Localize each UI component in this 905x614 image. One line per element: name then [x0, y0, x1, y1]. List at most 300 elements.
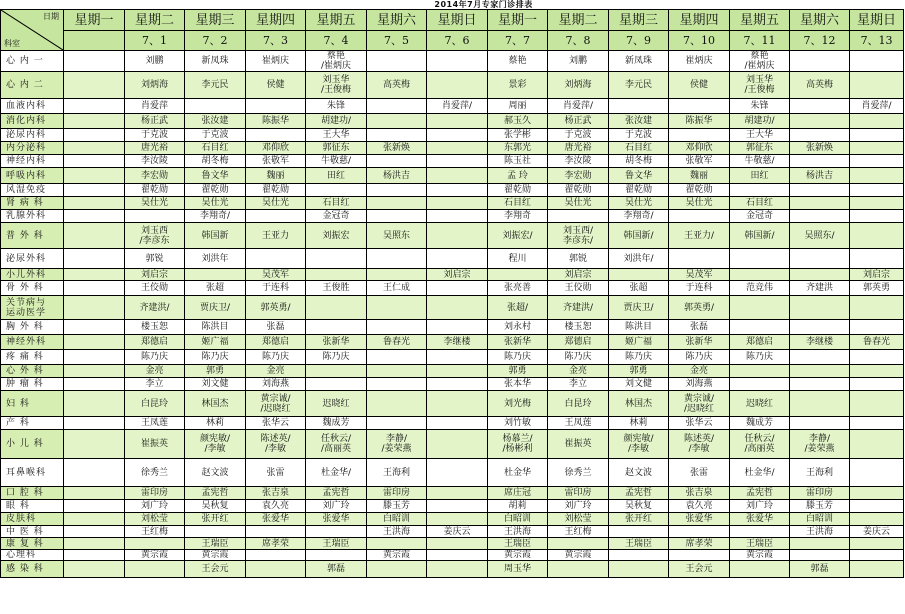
- doctor-cell: 王红梅: [125, 526, 185, 538]
- doctor-cell: 李翔奇/: [609, 210, 669, 223]
- department-name: 骨 外 科: [1, 281, 64, 296]
- doctor-cell: 王佼勋: [125, 281, 185, 296]
- doctor-cell: 贾庆卫/: [609, 296, 669, 320]
- doctor-cell: 郭锐: [548, 249, 609, 269]
- department-row: [1, 538, 904, 550]
- doctor-cell: 滕玉芳: [367, 500, 427, 513]
- department-row: [1, 513, 904, 526]
- doctor-cell: [790, 538, 850, 550]
- department-name: 胸 外 科: [1, 320, 64, 335]
- doctor-cell: 翟乾勋: [488, 184, 548, 197]
- doctor-cell: [367, 114, 427, 129]
- date-header: 7、6: [427, 31, 488, 51]
- doctor-cell: 齐建洪/: [125, 296, 185, 320]
- department-name: 感 染 科: [1, 561, 64, 578]
- doctor-cell: 张新华: [306, 335, 367, 350]
- doctor-cell: [64, 269, 125, 281]
- doctor-cell: [790, 320, 850, 335]
- doctor-cell: [64, 223, 125, 249]
- doctor-cell: [730, 561, 790, 578]
- department-row: [1, 184, 904, 197]
- doctor-cell: 杜金华/: [730, 459, 790, 487]
- doctor-cell: 黄宗霞: [125, 550, 185, 561]
- doctor-cell: [367, 51, 427, 72]
- doctor-cell: 王凤莲: [548, 417, 609, 430]
- doctor-cell: 林莉: [609, 417, 669, 430]
- doctor-cell: [64, 430, 125, 459]
- doctor-cell: 金亮: [548, 365, 609, 378]
- doctor-cell: 刘启宗: [850, 269, 904, 281]
- doctor-cell: [64, 210, 125, 223]
- doctor-cell: 于克波: [548, 129, 609, 142]
- doctor-cell: 刘振宏: [306, 223, 367, 249]
- doctor-cell: 张爱华: [730, 513, 790, 526]
- doctor-cell: [246, 550, 306, 561]
- doctor-cell: 姬广福: [609, 335, 669, 350]
- doctor-cell: [64, 487, 125, 500]
- doctor-cell: 黄宗霞: [488, 550, 548, 561]
- doctor-cell: 崔振英: [548, 430, 609, 459]
- doctor-cell: [488, 269, 548, 281]
- doctor-cell: 张爱华: [306, 513, 367, 526]
- doctor-cell: 刘松莹: [548, 513, 609, 526]
- date-header: 7、2: [185, 31, 246, 51]
- doctor-cell: 林莉: [185, 417, 246, 430]
- doctor-cell: [64, 320, 125, 335]
- doctor-cell: [64, 459, 125, 487]
- doctor-cell: [790, 391, 850, 417]
- doctor-cell: 张磊: [246, 320, 306, 335]
- doctor-cell: 蔡艳: [488, 51, 548, 72]
- doctor-cell: 王仁成: [367, 281, 427, 296]
- doctor-cell: 侯健: [669, 72, 730, 99]
- doctor-cell: [427, 391, 488, 417]
- title-blank-left: [1, 0, 64, 10]
- doctor-cell: [246, 561, 306, 578]
- weekday-header: 星期日: [850, 10, 904, 31]
- department-name: 乳腺外科: [1, 210, 64, 223]
- doctor-cell: [850, 114, 904, 129]
- date-header: 7、4: [306, 31, 367, 51]
- doctor-cell: 孟宪哲: [609, 487, 669, 500]
- doctor-cell: [427, 417, 488, 430]
- doctor-cell: [850, 430, 904, 459]
- department-row: [1, 249, 904, 269]
- date-header: 7、8: [548, 31, 609, 51]
- doctor-cell: 张本华: [488, 378, 548, 391]
- department-row: [1, 365, 904, 378]
- doctor-cell: [185, 99, 246, 114]
- date-header: 7、3: [246, 31, 306, 51]
- doctor-cell: 韩国新/: [609, 223, 669, 249]
- doctor-cell: [850, 72, 904, 99]
- doctor-cell: [427, 72, 488, 99]
- doctor-cell: 郭征东: [730, 142, 790, 155]
- doctor-cell: 白昆玲: [548, 391, 609, 417]
- doctor-cell: 贾庆卫/: [185, 296, 246, 320]
- doctor-cell: 东郭光: [488, 142, 548, 155]
- doctor-cell: [367, 184, 427, 197]
- doctor-cell: 李静/ /姜荣燕: [790, 430, 850, 459]
- doctor-cell: 朱锋: [306, 99, 367, 114]
- doctor-cell: [609, 269, 669, 281]
- doctor-cell: 张华云: [246, 417, 306, 430]
- doctor-cell: [609, 526, 669, 538]
- doctor-cell: [367, 365, 427, 378]
- doctor-cell: [850, 487, 904, 500]
- doctor-cell: 雷印房: [367, 487, 427, 500]
- doctor-cell: 刘光梅: [488, 391, 548, 417]
- doctor-cell: 于克波: [125, 129, 185, 142]
- doctor-cell: 张爱华: [246, 513, 306, 526]
- doctor-cell: [790, 350, 850, 365]
- doctor-cell: 黄宗霞: [185, 550, 246, 561]
- department-name: 神经外科: [1, 335, 64, 350]
- doctor-cell: [548, 561, 609, 578]
- doctor-cell: 刘玉华 /王俊梅: [306, 72, 367, 99]
- doctor-cell: [64, 296, 125, 320]
- doctor-cell: 郭英勇/: [669, 296, 730, 320]
- doctor-cell: [427, 320, 488, 335]
- department-row: [1, 526, 904, 538]
- doctor-cell: [850, 320, 904, 335]
- doctor-cell: [427, 114, 488, 129]
- doctor-cell: 黄宗霞: [730, 550, 790, 561]
- doctor-cell: [790, 184, 850, 197]
- doctor-cell: 张超: [185, 281, 246, 296]
- doctor-cell: 高英梅: [367, 72, 427, 99]
- department-name: 康 复 科: [1, 538, 64, 550]
- doctor-cell: 范竞伟: [730, 281, 790, 296]
- doctor-cell: [850, 51, 904, 72]
- doctor-cell: 刘启宗: [427, 269, 488, 281]
- doctor-cell: 陈洪目: [609, 320, 669, 335]
- department-row: [1, 296, 904, 320]
- doctor-cell: 陈述英/ /李敏: [246, 430, 306, 459]
- doctor-cell: 吴仕光: [609, 197, 669, 210]
- doctor-cell: 郭征东: [306, 142, 367, 155]
- doctor-cell: [306, 526, 367, 538]
- doctor-cell: 杨正武: [548, 114, 609, 129]
- doctor-cell: 刘玉西 /李彦东: [125, 223, 185, 249]
- doctor-cell: 黄宗霞: [548, 550, 609, 561]
- date-header: 7、7: [488, 31, 548, 51]
- doctor-cell: [64, 129, 125, 142]
- department-row: [1, 391, 904, 417]
- department-name: 内分泌科: [1, 142, 64, 155]
- doctor-cell: 陈乃庆: [669, 350, 730, 365]
- doctor-cell: [730, 249, 790, 269]
- doctor-cell: 徐秀兰: [125, 459, 185, 487]
- doctor-cell: [64, 350, 125, 365]
- doctor-cell: 翟乾勋: [548, 184, 609, 197]
- doctor-cell: 蔡艳 /崔炳庆: [730, 51, 790, 72]
- doctor-cell: 牛敬慈/: [306, 155, 367, 168]
- doctor-cell: 王瑞臣: [609, 538, 669, 550]
- doctor-cell: 肖爱萍/: [850, 99, 904, 114]
- weekday-header: 星期六: [790, 10, 850, 31]
- doctor-cell: 翟乾勋: [609, 184, 669, 197]
- doctor-cell: 郭勇: [488, 365, 548, 378]
- doctor-cell: [790, 129, 850, 142]
- doctor-cell: 邓仰欣: [246, 142, 306, 155]
- doctor-cell: [64, 99, 125, 114]
- doctor-cell: [427, 365, 488, 378]
- doctor-cell: 张雷: [246, 459, 306, 487]
- doctor-cell: 魏丽: [246, 168, 306, 184]
- doctor-cell: [790, 378, 850, 391]
- doctor-cell: 李立: [125, 378, 185, 391]
- doctor-cell: 席庄冠: [488, 487, 548, 500]
- department-row: [1, 417, 904, 430]
- doctor-cell: [730, 378, 790, 391]
- department-row: [1, 320, 904, 335]
- doctor-cell: [850, 155, 904, 168]
- doctor-cell: [64, 72, 125, 99]
- doctor-cell: 李翔奇: [488, 210, 548, 223]
- department-name: 心理科: [1, 550, 64, 561]
- doctor-cell: 姜庆云: [427, 526, 488, 538]
- doctor-cell: 李元民: [609, 72, 669, 99]
- doctor-cell: 雷印房: [790, 487, 850, 500]
- doctor-cell: 刘永村: [488, 320, 548, 335]
- doctor-cell: 张新华: [669, 335, 730, 350]
- doctor-cell: 赵文波: [185, 459, 246, 487]
- doctor-cell: [185, 526, 246, 538]
- doctor-cell: 王洪海: [488, 526, 548, 538]
- doctor-cell: 张开红: [185, 513, 246, 526]
- doctor-cell: [850, 365, 904, 378]
- doctor-cell: 刘启宗: [125, 269, 185, 281]
- doctor-cell: [64, 550, 125, 561]
- doctor-cell: 雷印房: [548, 487, 609, 500]
- department-name: 疼 痛 科: [1, 350, 64, 365]
- doctor-cell: 景彩: [488, 72, 548, 99]
- doctor-cell: [730, 184, 790, 197]
- date-header: 7、5: [367, 31, 427, 51]
- doctor-cell: 袁久亮: [669, 500, 730, 513]
- doctor-cell: 陈乃庆: [185, 350, 246, 365]
- department-row: [1, 129, 904, 142]
- doctor-cell: [427, 184, 488, 197]
- doctor-cell: 吴茂军: [669, 269, 730, 281]
- doctor-cell: [64, 378, 125, 391]
- doctor-cell: [367, 210, 427, 223]
- doctor-cell: 刘炳海: [125, 72, 185, 99]
- weekday-header: 星期五: [730, 10, 790, 31]
- department-name: 泌尿内科: [1, 129, 64, 142]
- doctor-cell: [367, 391, 427, 417]
- doctor-cell: 侯健: [246, 72, 306, 99]
- doctor-cell: 杨洪吉: [790, 168, 850, 184]
- doctor-cell: 于连科: [246, 281, 306, 296]
- doctor-cell: [367, 378, 427, 391]
- date-header: 7、10: [669, 31, 730, 51]
- doctor-cell: 蔡艳 /崔炳庆: [306, 51, 367, 72]
- doctor-cell: 李继楼: [790, 335, 850, 350]
- doctor-cell: 刘文健: [609, 378, 669, 391]
- doctor-cell: 王亚力: [246, 223, 306, 249]
- doctor-cell: 刘洪年/: [609, 249, 669, 269]
- doctor-cell: 迟晓红: [306, 391, 367, 417]
- doctor-cell: [427, 223, 488, 249]
- doctor-cell: [548, 538, 609, 550]
- doctor-cell: 郑德启: [548, 335, 609, 350]
- doctor-cell: 翟乾勋: [246, 184, 306, 197]
- doctor-cell: [427, 129, 488, 142]
- doctor-cell: [246, 129, 306, 142]
- doctor-cell: [850, 459, 904, 487]
- department-name: 泌尿外科: [1, 249, 64, 269]
- doctor-cell: 李汝陵: [548, 155, 609, 168]
- department-row: [1, 459, 904, 487]
- doctor-cell: 王海利: [367, 459, 427, 487]
- doctor-cell: 李汝陵: [125, 155, 185, 168]
- doctor-cell: 吴仕光: [246, 197, 306, 210]
- doctor-cell: 肖爱萍/: [427, 99, 488, 114]
- doctor-cell: 郭英勇: [850, 281, 904, 296]
- doctor-cell: [850, 142, 904, 155]
- department-row: [1, 550, 904, 561]
- doctor-cell: [125, 561, 185, 578]
- doctor-cell: 陈乃庆: [125, 350, 185, 365]
- doctor-cell: 林国杰: [185, 391, 246, 417]
- doctor-cell: [427, 210, 488, 223]
- doctor-cell: 袁久亮: [246, 500, 306, 513]
- doctor-cell: 郭磊: [306, 561, 367, 578]
- doctor-cell: 王俊胜: [306, 281, 367, 296]
- doctor-cell: [427, 487, 488, 500]
- doctor-cell: 张雷: [669, 459, 730, 487]
- doctor-cell: 楼玉恕: [125, 320, 185, 335]
- doctor-cell: 王海利: [790, 459, 850, 487]
- doctor-cell: 王大华: [730, 129, 790, 142]
- doctor-cell: [64, 155, 125, 168]
- date-header: 7、13: [850, 31, 904, 51]
- doctor-cell: 张新华: [488, 335, 548, 350]
- doctor-cell: [367, 249, 427, 269]
- doctor-cell: 崔振英: [125, 430, 185, 459]
- doctor-cell: 张敬军: [669, 155, 730, 168]
- doctor-cell: 肖爱萍: [125, 99, 185, 114]
- doctor-cell: 吴秋复: [609, 500, 669, 513]
- department-row: [1, 561, 904, 578]
- doctor-cell: 张爱华: [669, 513, 730, 526]
- doctor-cell: 刘广玲: [125, 500, 185, 513]
- doctor-cell: 吴照东/: [790, 223, 850, 249]
- weekday-header: 星期一: [64, 10, 125, 31]
- doctor-cell: 吴茂军: [246, 269, 306, 281]
- doctor-cell: [427, 459, 488, 487]
- doctor-cell: [306, 320, 367, 335]
- doctor-cell: [850, 249, 904, 269]
- doctor-cell: [64, 417, 125, 430]
- department-name: 中 医 科: [1, 526, 64, 538]
- doctor-cell: 石目红: [488, 197, 548, 210]
- department-row: [1, 430, 904, 459]
- doctor-cell: [64, 281, 125, 296]
- doctor-cell: [427, 281, 488, 296]
- doctor-cell: 刘广玲: [306, 500, 367, 513]
- doctor-cell: 刘鹏: [548, 51, 609, 72]
- doctor-cell: [64, 142, 125, 155]
- doctor-cell: 吴仕光: [669, 197, 730, 210]
- weekday-header: 星期二: [548, 10, 609, 31]
- doctor-cell: [850, 184, 904, 197]
- doctor-cell: 田红: [306, 168, 367, 184]
- doctor-cell: [427, 538, 488, 550]
- corner-dept-label: 科室: [4, 39, 20, 48]
- doctor-cell: 张新焕: [367, 142, 427, 155]
- doctor-cell: [790, 365, 850, 378]
- doctor-cell: [367, 269, 427, 281]
- doctor-cell: 田红: [730, 168, 790, 184]
- doctor-cell: 孟宪哲: [185, 487, 246, 500]
- doctor-cell: [367, 320, 427, 335]
- doctor-cell: [850, 197, 904, 210]
- doctor-cell: [790, 550, 850, 561]
- doctor-cell: 朱锋: [730, 99, 790, 114]
- department-name: 产 科: [1, 417, 64, 430]
- doctor-cell: [850, 500, 904, 513]
- doctor-cell: [64, 391, 125, 417]
- doctor-cell: [64, 561, 125, 578]
- doctor-cell: [850, 168, 904, 184]
- doctor-cell: 杜金华: [488, 459, 548, 487]
- department-row: [1, 168, 904, 184]
- department-row: [1, 155, 904, 168]
- weekday-header: 星期三: [609, 10, 669, 31]
- department-row: [1, 142, 904, 155]
- weekday-row: [1, 10, 904, 31]
- doctor-cell: 韩国新/: [730, 223, 790, 249]
- corner-header: [1, 10, 64, 51]
- doctor-cell: 牛敬慈/: [730, 155, 790, 168]
- doctor-cell: [790, 51, 850, 72]
- department-name: 呼吸内科: [1, 168, 64, 184]
- doctor-cell: 金冠奇: [306, 210, 367, 223]
- doctor-cell: 于连科: [669, 281, 730, 296]
- doctor-cell: [246, 249, 306, 269]
- doctor-cell: [427, 168, 488, 184]
- doctor-cell: 郭锐: [125, 249, 185, 269]
- doctor-cell: 刘炳海: [548, 72, 609, 99]
- doctor-cell: [850, 296, 904, 320]
- doctor-cell: 刘鹏: [125, 51, 185, 72]
- doctor-cell: 鲁春光: [850, 335, 904, 350]
- doctor-cell: 陈乃庆: [730, 350, 790, 365]
- doctor-cell: 刘松莹: [125, 513, 185, 526]
- doctor-cell: [669, 249, 730, 269]
- doctor-cell: [790, 269, 850, 281]
- doctor-cell: [367, 197, 427, 210]
- doctor-cell: 张超/: [488, 296, 548, 320]
- doctor-cell: [306, 269, 367, 281]
- doctor-cell: 王会元: [669, 561, 730, 578]
- doctor-cell: [669, 129, 730, 142]
- page-title: 2014年7月专家门诊排表: [64, 0, 904, 10]
- doctor-cell: 石目红: [730, 197, 790, 210]
- doctor-cell: 翟乾勋: [125, 184, 185, 197]
- department-name: 妇 科: [1, 391, 64, 417]
- doctor-cell: [790, 296, 850, 320]
- department-name: 神经内科: [1, 155, 64, 168]
- weekday-header: 星期六: [367, 10, 427, 31]
- title-row: [1, 0, 904, 10]
- doctor-cell: 鲁文华: [185, 168, 246, 184]
- doctor-cell: 唐光裕: [548, 142, 609, 155]
- doctor-cell: 周玉华: [488, 561, 548, 578]
